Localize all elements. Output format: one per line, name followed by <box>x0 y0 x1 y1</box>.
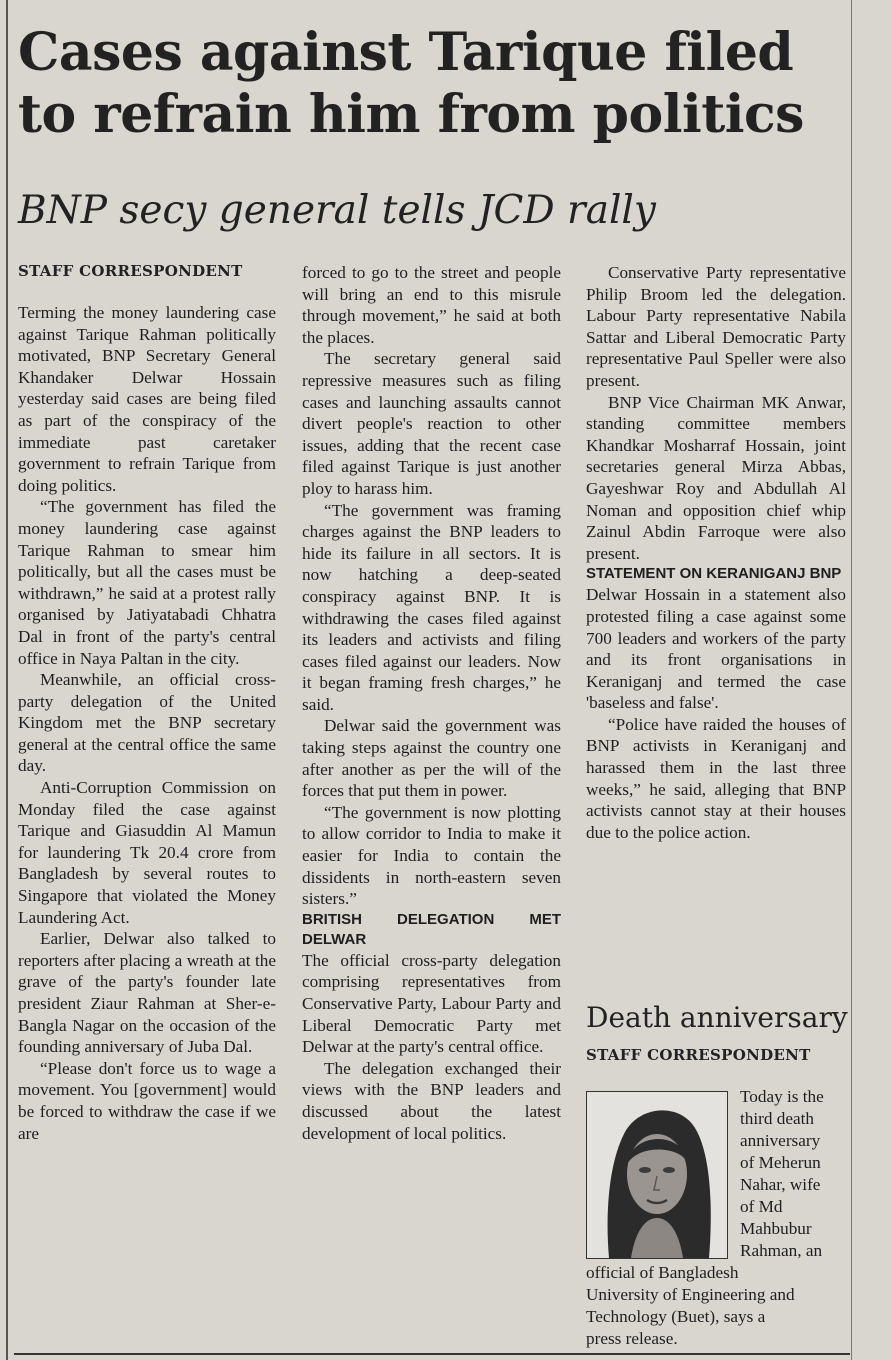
paragraph: The delegation exchanged their views with the BNP leaders and discussed about the latest development of local politics. <box>302 1058 561 1143</box>
death-anniversary-body <box>586 1086 848 1350</box>
text-line: Mahbubur <box>740 1219 812 1238</box>
paragraph: BNP Vice Chairman MK Anwar, standing committee members Khandkar Mosharraf Hossain, joint secretaries general Mirza Abbas, Gayeshwar Roy and Abdullah Al Noman and opposition chief whip Zainul Abdin Farroque were also present. <box>586 392 846 563</box>
subheading-keraniganj: STATEMENT ON KERANIGANJ BNP <box>586 565 842 583</box>
bottom-rule <box>14 1353 850 1355</box>
paragraph: Delwar Hossain in a statement also protested filing a case against some 700 leaders and workers of the party and its front organisations in Keraniganj and termed the case 'baseless and false'. <box>586 585 846 713</box>
headline: Cases against Tarique filed to refrain him from politics <box>18 22 804 145</box>
paragraph: “Please don't force us to wage a movement. You [government] would be forced to withdraw the case if we are <box>18 1058 276 1143</box>
article-column-2 <box>302 262 561 1144</box>
byline: STAFF CORRESPONDENT <box>18 262 243 280</box>
text-line: Nahar, wife <box>740 1175 821 1194</box>
paragraph: “The government is now plotting to allow corridor to India to make it easier for India to contain the dissidents in north-eastern seven sisters.” <box>302 802 561 909</box>
paragraph: Conservative Party representative Philip Broom led the delegation. Labour Party representative Nabila Sattar and Liberal Democratic Party representative Paul Speller were also present. <box>586 263 846 390</box>
paragraph: Delwar said the government was taking steps against the country one after another as per the will of the forces that put them in power. <box>302 716 561 801</box>
paragraph: Meanwhile, an official cross-party delegation of the United Kingdom met the BNP secretary general at the central office the same day. <box>18 670 276 776</box>
paragraph: The official cross-party delegation comprising representatives from Conservative Party, Labour Party and Liberal Democratic Party met Delwar at the party's central office. <box>302 950 561 1057</box>
article-column-1 <box>18 302 276 1144</box>
text-line: press release. <box>586 1329 678 1348</box>
column-rule-right <box>851 0 852 1360</box>
paragraph: “The government has filed the money laundering case against Tarique Rahman to smear him politically, but all the cases must be withdrawn,” he said at a protest rally organised by Jatiyatabadi Chhatra Dal in front of the party's central office in Naya Paltan in the city. <box>18 497 276 668</box>
text-line: of Meherun <box>740 1153 821 1172</box>
text-line: third death <box>740 1109 814 1128</box>
death-anniversary-title: Death anniversary <box>586 1001 848 1034</box>
text-line: University of Engineering and <box>586 1285 795 1304</box>
paragraph: Earlier, Delwar also talked to reporters after placing a wreath at the grave of the party's founder late president Ziaur Rahman at Sher-e-Bangla Nagar on the occasion of the founding anniversary of Juba Dal. <box>18 929 276 1057</box>
paragraph: Terming the money laundering case against Tarique Rahman politically motivated, BNP Secretary General Khandaker Delwar Hossain yesterday said cases are being filed as part of the conspiracy of the immediate past caretaker government to refrain Tarique from doing politics. <box>18 303 276 495</box>
article-column-3 <box>586 262 846 843</box>
deck-subheadline: BNP secy general tells JCD rally <box>18 188 656 233</box>
paragraph: “The government was framing charges against the BNP leaders to hide its failure in all sectors. It is now hatching a deep-seated conspiracy against BNP. It is withdrawing the cases filed against its leaders and activists and filing cases filed against our leaders. Now it began framing fresh charges,” he said. <box>302 500 561 714</box>
text-line: Today is the <box>740 1087 824 1106</box>
subheading-british-delegation: BRITISH DELEGATION MET DELWAR <box>302 910 561 948</box>
text-line: Technology (Buet), says a <box>586 1307 766 1326</box>
paragraph: The secretary general said repressive measures such as filing cases and launching assaults cannot divert people's reaction to other issues, adding that the recent case filed against Tarique is just another ploy to harass him. <box>302 349 561 498</box>
text-line: official of Bangladesh <box>586 1263 739 1282</box>
paragraph: forced to go to the street and people will bring an end to this misrule through movement,” he said at both the places. <box>302 263 561 347</box>
paragraph: Anti-Corruption Commission on Monday filed the case against Tarique and Giasuddin Al Mamun for laundering Tk 20.4 crore from Bangladesh by several routes to Singapore that violated the Money Laundering Act. <box>18 778 276 927</box>
text-line: of Md <box>740 1197 783 1216</box>
text-line: anniversary <box>740 1131 821 1150</box>
text-line: Rahman, an <box>740 1241 823 1260</box>
column-rule-left <box>6 0 8 1360</box>
paragraph: “Police have raided the houses of BNP activists in Keraniganj and harassed them in the last three weeks,” he said, alleging that BNP activists cannot stay at their houses due to the police action. <box>586 714 846 842</box>
death-byline: STAFF CORRESPONDENT <box>586 1046 811 1064</box>
